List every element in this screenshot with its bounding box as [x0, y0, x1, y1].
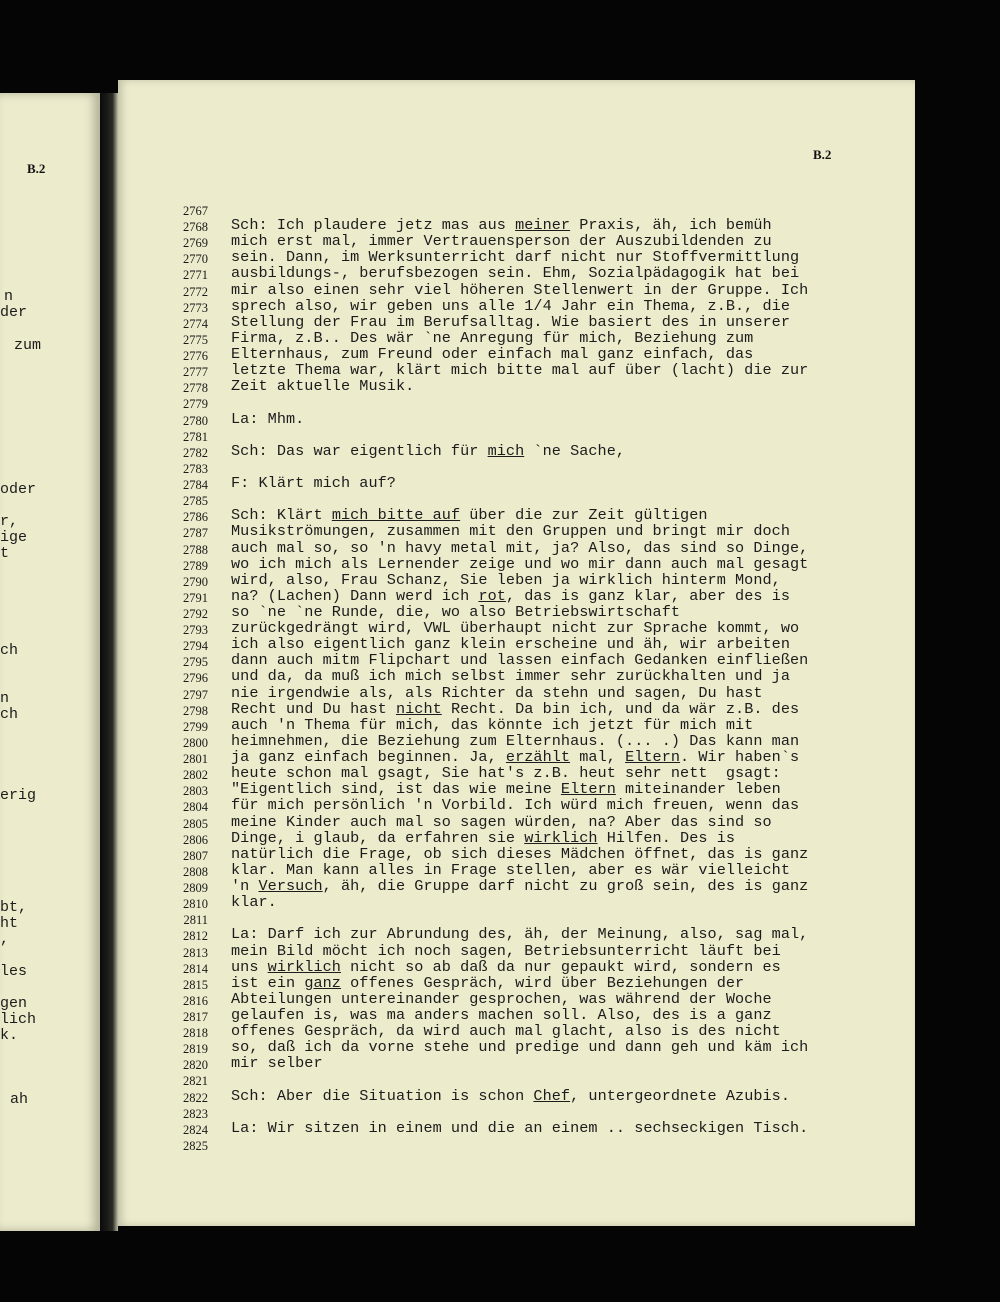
- transcript-line: und da, da muß ich mich selbst immer sehr zurückhalten und ja: [231, 667, 791, 686]
- line-number: 2786: [183, 510, 208, 525]
- left-fragment: bt,: [0, 899, 28, 916]
- transcript-line: natürlich die Frage, ob sich dieses Mädchen öffnet, das is ganz: [231, 844, 809, 863]
- line-number: 2804: [183, 800, 208, 815]
- line-number: 2770: [183, 252, 208, 267]
- line-number: 2800: [183, 735, 208, 750]
- line-number: 2794: [183, 639, 208, 654]
- line-number: 2773: [183, 300, 208, 315]
- line-number: 2824: [183, 1122, 208, 1137]
- transcript-line: La: Mhm.: [231, 409, 305, 428]
- transcript-line: wird, also, Frau Schanz, Sie leben ja wirklich hinterm Mond,: [231, 570, 781, 589]
- transcript-line: mir also einen sehr viel höheren Stellenwert in der Gruppe. Ich: [231, 280, 809, 299]
- transcript-line: mein Bild möcht ich noch sagen, Betriebsunterricht läuft bei: [231, 941, 781, 960]
- transcript-line: ich also eigentlich ganz klein erscheine und äh, wir arbeiten: [231, 635, 791, 654]
- line-number: 2801: [183, 752, 208, 767]
- transcript-line: heute schon mal gsagt, Sie hat's z.B. heut sehr nett gsagt:: [231, 764, 781, 783]
- line-number: 2787: [183, 526, 208, 541]
- underlined-word: nicht: [395, 699, 442, 718]
- left-fragment: ,: [0, 931, 10, 948]
- left-fragment: ch: [0, 706, 19, 723]
- line-number: 2777: [183, 365, 208, 380]
- transcript-line: ja ganz einfach beginnen. Ja, erzählt mal, Eltern. Wir haben`s: [231, 748, 800, 767]
- line-number: 2782: [183, 445, 208, 460]
- line-number: 2783: [183, 461, 208, 476]
- transcript-line: zurückgedrängt wird, VWL überhaupt nicht zur Sprache kommt, wo: [231, 619, 800, 638]
- line-number: 2818: [183, 1026, 208, 1041]
- transcript-line: offenes Gespräch, da wird auch mal glacht, also is des nicht: [231, 1022, 781, 1041]
- line-number: 2802: [183, 768, 208, 783]
- underlined-word: mich: [487, 441, 525, 460]
- transcript-line: Musikströmungen, zusammen mit den Gruppen und bringt mir doch: [231, 522, 791, 541]
- underlined-word: erzählt: [505, 748, 571, 767]
- line-number: 2822: [183, 1090, 208, 1105]
- line-number: 2810: [183, 897, 208, 912]
- transcript-line: auch 'n Thema für mich, das könnte ich jetzt für mich mit: [231, 715, 754, 734]
- transcript-line: für mich persönlich 'n Vorbild. Ich würd mich freuen, wenn das: [231, 796, 800, 815]
- transcript-line: nie irgendwie als, als Richter da stehn und sagen, Du hast: [231, 683, 763, 702]
- transcript-line: dann auch mitm Flipchart und lassen einfach Gedanken einfließen: [231, 651, 809, 670]
- line-number: 2805: [183, 816, 208, 831]
- left-fragment: les: [0, 963, 28, 980]
- underlined-word: Eltern: [625, 748, 681, 767]
- line-number: 2809: [183, 881, 208, 896]
- transcript-line: Recht und Du hast nicht Recht. Da bin ich, und da wär z.B. des: [231, 699, 800, 718]
- left-fragment: t: [0, 545, 10, 562]
- transcript-line: ausbildungs-, berufsbezogen sein. Ehm, Sozialpädagogik hat bei: [231, 264, 800, 283]
- line-number: 2819: [183, 1042, 208, 1057]
- underlined-word: ganz: [304, 973, 341, 992]
- transcript-line: ist ein ganz offenes Gespräch, wird über Beziehungen der: [231, 973, 745, 992]
- line-number: 2784: [183, 478, 208, 493]
- transcript-line: Sch: Aber die Situation is schon Chef, untergeordnete Azubis.: [231, 1086, 791, 1105]
- transcript-line: La: Darf ich zur Abrundung des, äh, der Meinung, also, sag mal,: [231, 925, 809, 944]
- line-number: 2825: [183, 1138, 208, 1153]
- line-number: 2807: [183, 848, 208, 863]
- line-number: 2821: [183, 1074, 208, 1089]
- underlined-word: Versuch: [258, 877, 323, 896]
- transcript-line: 'n Versuch, äh, die Gruppe darf nicht zu groß sein, des is ganz: [231, 877, 809, 896]
- line-number: 2780: [183, 413, 208, 428]
- left-fragment: r,: [0, 513, 19, 530]
- line-number: 2811: [183, 913, 208, 928]
- left-page-header: B.2: [27, 161, 46, 176]
- left-fragment: k.: [0, 1027, 19, 1044]
- left-fragment: der: [0, 304, 28, 321]
- line-number: 2771: [183, 268, 208, 283]
- transcript-line: auch mal so, so 'n havy metal mit, ja? Also, das sind so Dinge,: [231, 538, 809, 557]
- line-number: 2772: [183, 284, 208, 299]
- transcript-line: Stellung der Frau im Berufsalltag. Wie basiert des in unserer: [231, 312, 791, 331]
- line-number: 2789: [183, 558, 208, 573]
- line-number: 2808: [183, 864, 208, 879]
- underlined-word: Chef: [533, 1086, 571, 1105]
- transcript-line: so, daß ich da vorne stehe und predige und dann geh und käm ich: [231, 1038, 809, 1057]
- transcript-line: "Eigentlich sind, ist das wie meine Eltern miteinander leben: [231, 780, 781, 799]
- line-number: 2823: [183, 1106, 208, 1121]
- transcript-line: Elternhaus, zum Freund oder einfach mal ganz einfach, das: [231, 345, 754, 364]
- left-fragment: n: [0, 690, 10, 707]
- line-number: 2788: [183, 542, 208, 557]
- line-number: 2806: [183, 832, 208, 847]
- line-number: 2820: [183, 1058, 208, 1073]
- line-number: 2778: [183, 381, 208, 396]
- left-fragment: lich: [0, 1011, 37, 1028]
- transcript-line: Sch: Ich plaudere jetz mas aus meiner Praxis, äh, ich bemüh: [231, 216, 772, 235]
- transcript-line: La: Wir sitzen in einem und die an einem .. sechseckigen Tisch.: [231, 1118, 809, 1137]
- underlined-word: Eltern: [560, 780, 616, 799]
- line-number: 2795: [183, 655, 208, 670]
- transcript-line: na? (Lachen) Dann werd ich rot, das is ganz klar, aber des is: [231, 586, 791, 605]
- transcript-line: mir selber: [231, 1054, 323, 1073]
- transcript-line: Sch: Klärt mich bitte auf über die zur Zeit gültigen: [231, 506, 708, 525]
- transcript-line: mich erst mal, immer Vertrauensperson der Auszubildenden zu: [231, 232, 772, 251]
- line-number: 2774: [183, 316, 208, 331]
- left-fragment: erig: [0, 787, 37, 804]
- left-fragment: ht: [0, 915, 19, 932]
- line-number: 2796: [183, 671, 208, 686]
- transcript-line: sein. Dann, im Werksunterricht darf nicht nur Stoffvermittlung: [231, 248, 800, 267]
- line-number: 2792: [183, 607, 208, 621]
- underlined-word: wirklich: [524, 828, 598, 847]
- left-fragment: zum: [14, 337, 42, 354]
- transcript-line: letzte Thema war, klärt mich bitte mal auf über (lacht) die zur: [231, 361, 809, 380]
- book-gutter: [100, 93, 118, 1231]
- right-page: [118, 80, 915, 1226]
- line-number: 2791: [183, 590, 208, 605]
- transcript-line: F: Klärt mich auf?: [231, 474, 396, 493]
- right-page-header: B.2: [813, 147, 832, 162]
- line-number: 2769: [183, 236, 208, 251]
- line-number: 2814: [183, 961, 208, 976]
- transcript-line: klar. Man kann alles in Frage stellen, aber es wär vielleicht: [231, 860, 791, 879]
- line-number: 2813: [183, 945, 208, 960]
- left-fragment: ige: [0, 529, 28, 546]
- transcript-line: klar.: [231, 893, 277, 912]
- underlined-word: meiner: [515, 216, 571, 235]
- transcript-line: Dinge, i glaub, da erfahren sie wirklich Hilfen. Des is: [231, 828, 736, 847]
- line-number: 2815: [183, 977, 208, 992]
- line-number: 2779: [183, 397, 208, 412]
- transcript-line: Firma, z.B.. Des wär `ne Anregung für mich, Beziehung zum: [231, 328, 754, 347]
- left-fragment: gen: [0, 995, 28, 1012]
- left-page: [0, 93, 100, 1231]
- transcript-line: heimnehmen, die Beziehung zum Elternhaus. (... .) Das kann man: [231, 731, 800, 750]
- line-number: 2767: [183, 204, 208, 218]
- underlined-word: rot: [478, 586, 506, 605]
- left-fragment: n: [4, 288, 14, 305]
- transcript-line: Abteilungen untereinander gesprochen, was während der Woche: [231, 989, 772, 1008]
- line-number: 2781: [183, 429, 208, 444]
- transcript-line: uns wirklich nicht so ab daß da nur gepaukt wird, sondern es: [231, 957, 781, 976]
- left-fragment: ah: [10, 1091, 29, 1108]
- transcript-line: meine Kinder auch mal so sagen würden, na? Aber das sind so: [231, 812, 772, 831]
- line-number: 2799: [183, 719, 208, 734]
- line-number: 2785: [183, 494, 208, 509]
- line-number: 2816: [183, 993, 208, 1008]
- line-number: 2776: [183, 349, 208, 364]
- transcript-line: sprech also, wir geben uns alle 1/4 Jahr ein Thema, z.B., die: [231, 296, 791, 315]
- underlined-word: wirklich: [267, 957, 341, 976]
- line-number: 2798: [183, 703, 208, 718]
- line-number: 2790: [183, 574, 208, 589]
- left-fragment: oder: [0, 481, 37, 498]
- line-number: 2817: [183, 1010, 208, 1024]
- left-fragment: ch: [0, 642, 19, 659]
- line-number: 2803: [183, 784, 208, 799]
- transcript-line: so `ne `ne Runde, die, wo also Betriebswirtschaft: [231, 603, 681, 621]
- line-number: 2797: [183, 687, 208, 702]
- line-number: 2768: [183, 220, 208, 235]
- line-number: 2793: [183, 623, 208, 638]
- underlined-word: mich bitte auf: [331, 506, 461, 525]
- line-number: 2812: [183, 929, 208, 944]
- transcript-line: gelaufen is, was ma anders machen soll. Also, des is a ganz: [231, 1006, 772, 1024]
- transcript-line: Zeit aktuelle Musik.: [231, 377, 415, 396]
- transcript-line: wo ich mich als Lernender zeige und wo mir dann auch mal gesagt: [231, 554, 809, 573]
- line-number: 2775: [183, 332, 208, 347]
- transcript-line: Sch: Das war eigentlich für mich `ne Sache,: [231, 441, 626, 460]
